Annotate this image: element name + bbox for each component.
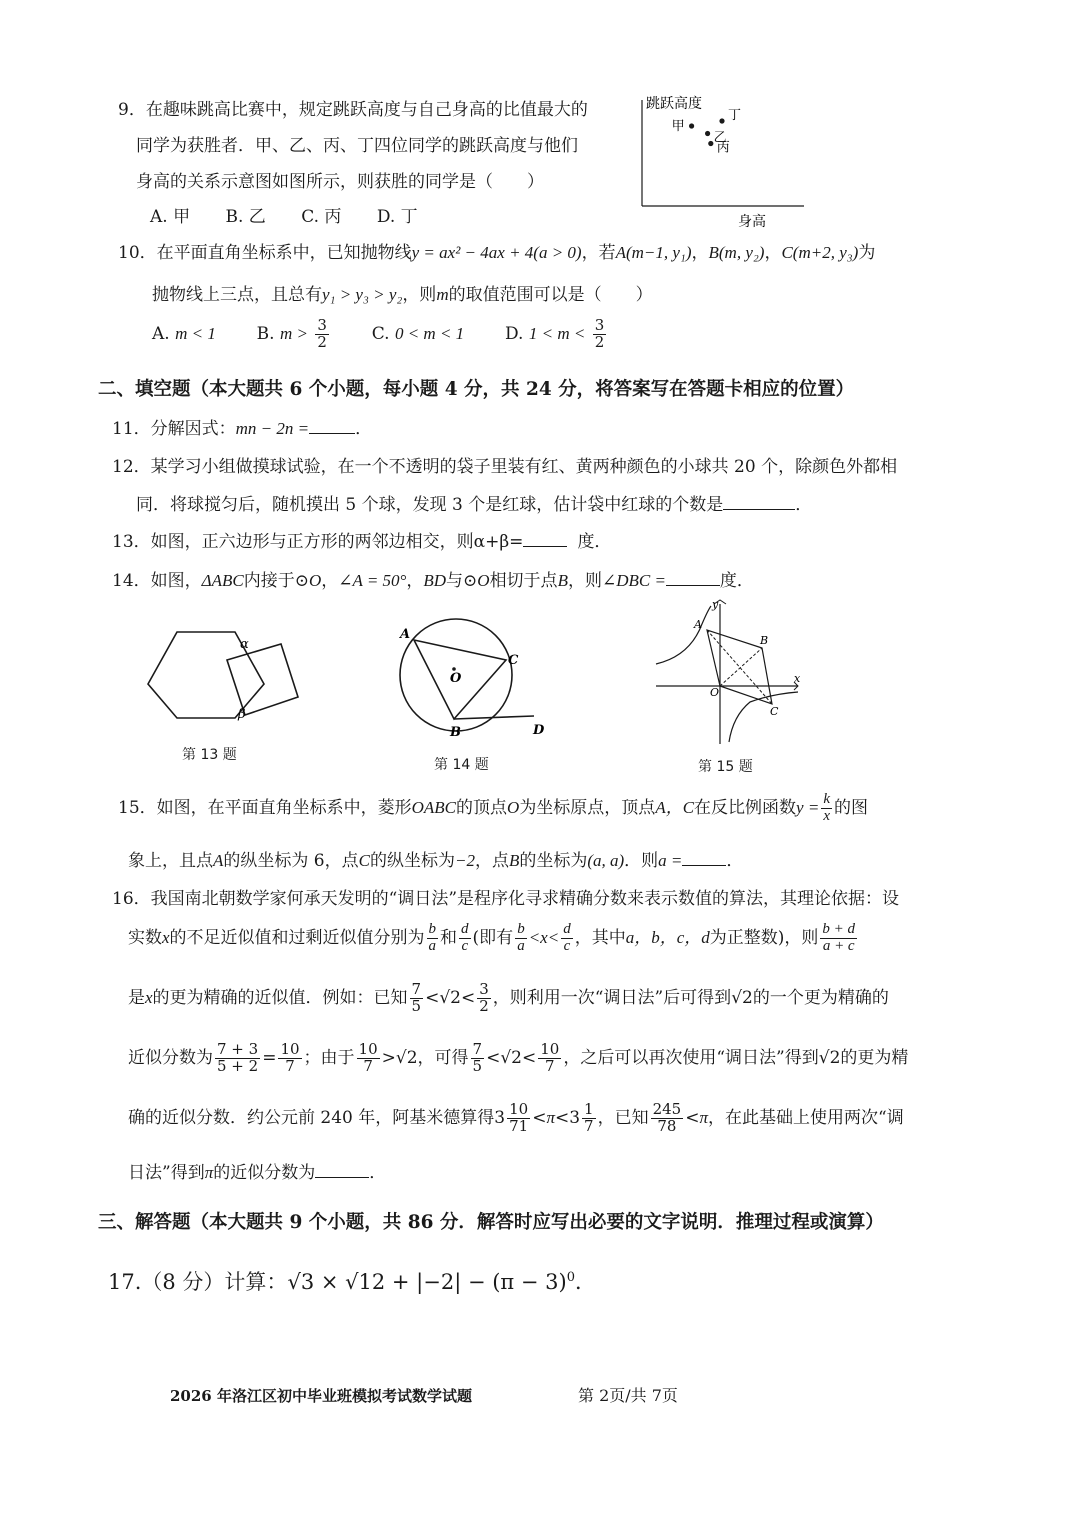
page-number: 第 2页/共 7页: [578, 1386, 678, 1405]
q9-chart-xlabel: 身高: [738, 214, 766, 230]
figure-15-caption: 第 15 题: [698, 759, 753, 775]
q10-text3: 为: [858, 243, 876, 263]
q9-point-label-2: 丙: [716, 140, 730, 156]
q9-option-c: C. 丙: [301, 207, 342, 227]
q15-line1: 15．如图，在平面直角坐标系中，菱形OABC的顶点O为坐标原点，顶点A，C在反比例函数y = $\frac{k}{x}$ 的图: [118, 791, 868, 824]
q15-k-over-x: $\frac{k}{x}$: [823, 791, 830, 824]
section-2-heading: 二、填空题（本大题共 6 个小题，每小题 4 分，共 24 分，将答案写在答题卡相应的位置）: [98, 379, 855, 400]
q9-chart-ylabel: 跳跃高度: [646, 96, 702, 112]
diagonal-ob: [720, 648, 762, 686]
q9-line3: 身高的关系示意图如图所示，则获胜的同学是（ ）: [136, 172, 544, 192]
q10-line2c: 的取值范围可以是（ ）: [448, 285, 653, 305]
q10-option-c-label: C.: [371, 323, 390, 344]
q10-option-d-label: D.: [505, 323, 524, 344]
q12-end: ．: [795, 495, 813, 515]
q9-options: [150, 202, 448, 227]
q11-math: mn − 2n =: [235, 419, 310, 438]
q17-exponent: 0: [566, 1270, 576, 1285]
q10-point-a: A(m−1, y₁): [615, 243, 692, 262]
q9-chart-points: [672, 108, 741, 156]
q17-math: √3 × √12 + |−2| − (π − 3): [287, 1270, 567, 1294]
fig14-label-c: C: [508, 653, 519, 668]
footer-title: 2026 年洛江区初中毕业班模拟考试数学试题: [170, 1387, 472, 1405]
q9-option-d: D. 丁: [376, 207, 418, 227]
q10-option-d-frac: $\frac{3}{2}$: [594, 316, 605, 351]
q9-point-2: [708, 141, 713, 146]
q11-end: ．: [355, 419, 373, 439]
q9-point-1: [705, 131, 710, 136]
q10-options: [152, 318, 608, 351]
q12-text: 同．将球搅匀后，随机摸出 5 个球，发现 3 个是红球，估计袋中红球的个数是: [136, 495, 724, 515]
figure-14-caption: 第 14 题: [434, 757, 489, 773]
q9-point-label-3: 丁: [728, 108, 742, 123]
q16-line1: 16．我国南北朝数学家何承天发明的“调日法”是程序化寻求精确分数来表示数值的算法，其理论依据：设: [112, 889, 900, 909]
section-3-heading: 三、解答题（本大题共 9 个小题，共 86 分．解答时应写出必要的文字说明．推理过程或演算）: [98, 1212, 884, 1233]
q10-sep2: ，: [764, 243, 782, 263]
q14-blank: [666, 568, 720, 586]
q10-var-m: m: [436, 285, 449, 304]
q13-blank: [523, 529, 567, 547]
q14-angle-a: ∠A = 50°: [338, 571, 407, 590]
q16-blank: [315, 1160, 369, 1178]
hyperbola-right: [729, 692, 798, 742]
q9-point-label-1: 乙: [713, 130, 727, 146]
q10-option-a: m < 1: [175, 323, 216, 343]
q10-sep1: ，: [691, 243, 709, 263]
q10-line2a: 抛物线上三点，且总有: [152, 285, 322, 305]
q9-line1: 9．在趣味跳高比赛中，规定跳跃高度与自己身高的比值最大的: [118, 100, 588, 120]
q16-line6: 日法”得到π的近似分数为 ．: [128, 1158, 386, 1183]
q15-blank: [682, 848, 726, 866]
fig14-label-b: B: [450, 725, 461, 740]
fig15-label-a: A: [694, 618, 702, 631]
q13: [112, 527, 611, 552]
figure-13: [140, 622, 320, 732]
figure-15: [650, 598, 810, 748]
q9-line2: 同学为获胜者．甲、乙、丙、丁四位同学的跳跃高度与他们: [136, 136, 578, 156]
q10-text2: ，若: [581, 243, 616, 263]
q11-blank: [309, 416, 355, 434]
q11-text: 11．分解因式：: [112, 419, 236, 439]
q10-option-b: m >: [279, 323, 308, 343]
q13-text: 13．如图，正六边形与正方形的两邻边相交，则α+β=: [112, 532, 524, 552]
fig15-label-x: x: [794, 672, 801, 685]
q10-line2b: ，则: [402, 285, 437, 305]
q9-point-3: [719, 118, 724, 123]
q9-option-b: B. 乙: [225, 207, 266, 227]
q15-line2: 象上，且点A的纵坐标为 6，点C的纵坐标为−2，点B的坐标为(a, a)．则a = ．: [128, 846, 743, 871]
q10-text1: 在平面直角坐标系中，已知抛物线: [156, 243, 412, 263]
q10-option-b-frac: $\frac{3}{2}$: [317, 316, 327, 351]
q10-formula: y = ax² − 4ax + 4(a > 0): [411, 243, 582, 262]
q10-option-a-label: A.: [152, 323, 170, 344]
q9-point-0: [689, 123, 694, 128]
fig14-label-o: O: [450, 671, 462, 686]
q9-point-label-0: 甲: [671, 119, 685, 134]
hyperbola-left: [656, 606, 711, 664]
q10-point-c: C(m+2, y₃): [781, 243, 859, 262]
q11: [112, 414, 372, 439]
fig15-label-c: C: [770, 705, 779, 718]
q10-point-b: B(m, y₂): [708, 243, 765, 262]
square: [227, 644, 298, 715]
fig14-label-a: A: [400, 627, 411, 642]
q12-blank: [723, 492, 795, 510]
q14-triangle: ΔABC: [201, 571, 244, 590]
q14-angle-dbc: ∠DBC =: [601, 571, 666, 590]
q16-line2: 实数x的不足近似值和过剩近似值分别为 $\frac{b}{a}$ 和 $\frac{d}{c}$ (即有 $\frac{b}{a}$ <x< $\frac{d}{c}$ ，其中a，b，c，d为正整数)，则 $\frac{b + d}{a + c}$: [128, 921, 856, 954]
fig15-label-b: B: [760, 634, 769, 647]
q12-line2: [136, 490, 812, 515]
fig15-label-y: y: [712, 598, 719, 611]
q14: 14．如图，ΔABC内接于⊙O，∠A = 50°，BD与⊙O相切于点B，则∠DBC = 度．: [112, 566, 754, 591]
q10-inequality: y₁ > y₃ > y₂: [322, 285, 403, 304]
q10-option-c: 0 < m < 1: [394, 323, 465, 343]
fig15-label-o: O: [710, 686, 720, 699]
figure-14: [392, 612, 552, 742]
fig14-label-d: D: [533, 723, 545, 738]
q16-line4: 近似分数为 $\frac{7 + 3}{5 + 2}$ = $\frac{10}{7}$ ；由于 $\frac{10}{7}$ >√2，可得 $\frac{7}{5}$ <√2< $\frac{10}{7}$ ，之后可以再次使用“调日法”得到√2的更为精: [128, 1040, 909, 1075]
q12-line1: 12．某学习小组做摸球试验，在一个不透明的袋子里装有红、黄两种颜色的小球共 20 个，除颜色外都相: [112, 457, 898, 477]
q17-text: 17.（8 分）计算：: [108, 1270, 288, 1294]
q10-line1: [118, 238, 875, 263]
q16-line3: 是x的更为精确的近似值．例如：已知 $\frac{7}{5}$ <√2< $\frac{3}{2}$ ，则利用一次“调日法”后可得到√2的一个更为精确的: [128, 980, 889, 1015]
q13-end: 度．: [577, 532, 612, 552]
q17: 17.（8 分）计算：$√3 \times √12 + |-2| - (\pi - 3)^0$．: [108, 1270, 597, 1294]
q10-line2: [152, 280, 653, 305]
q10-option-d: 1 < m <: [528, 323, 586, 343]
q9-scatter-chart: [636, 92, 806, 232]
figure-13-caption: 第 13 题: [182, 747, 237, 763]
q16-line5: 确的近似分数．约公元前 240 年，阿基米德算得3 $\frac{10}{71}$ <π<3 $\frac{1}{7}$ ，已知 $\frac{245}{78}$ <π，在此基础上使用两次“调: [128, 1100, 904, 1135]
q10-number: 10．: [118, 243, 157, 263]
alpha-label: α: [240, 637, 249, 652]
beta-label: β: [238, 707, 246, 722]
q9-option-a: A. 甲: [150, 207, 191, 227]
q10-option-b-label: B.: [256, 323, 275, 344]
